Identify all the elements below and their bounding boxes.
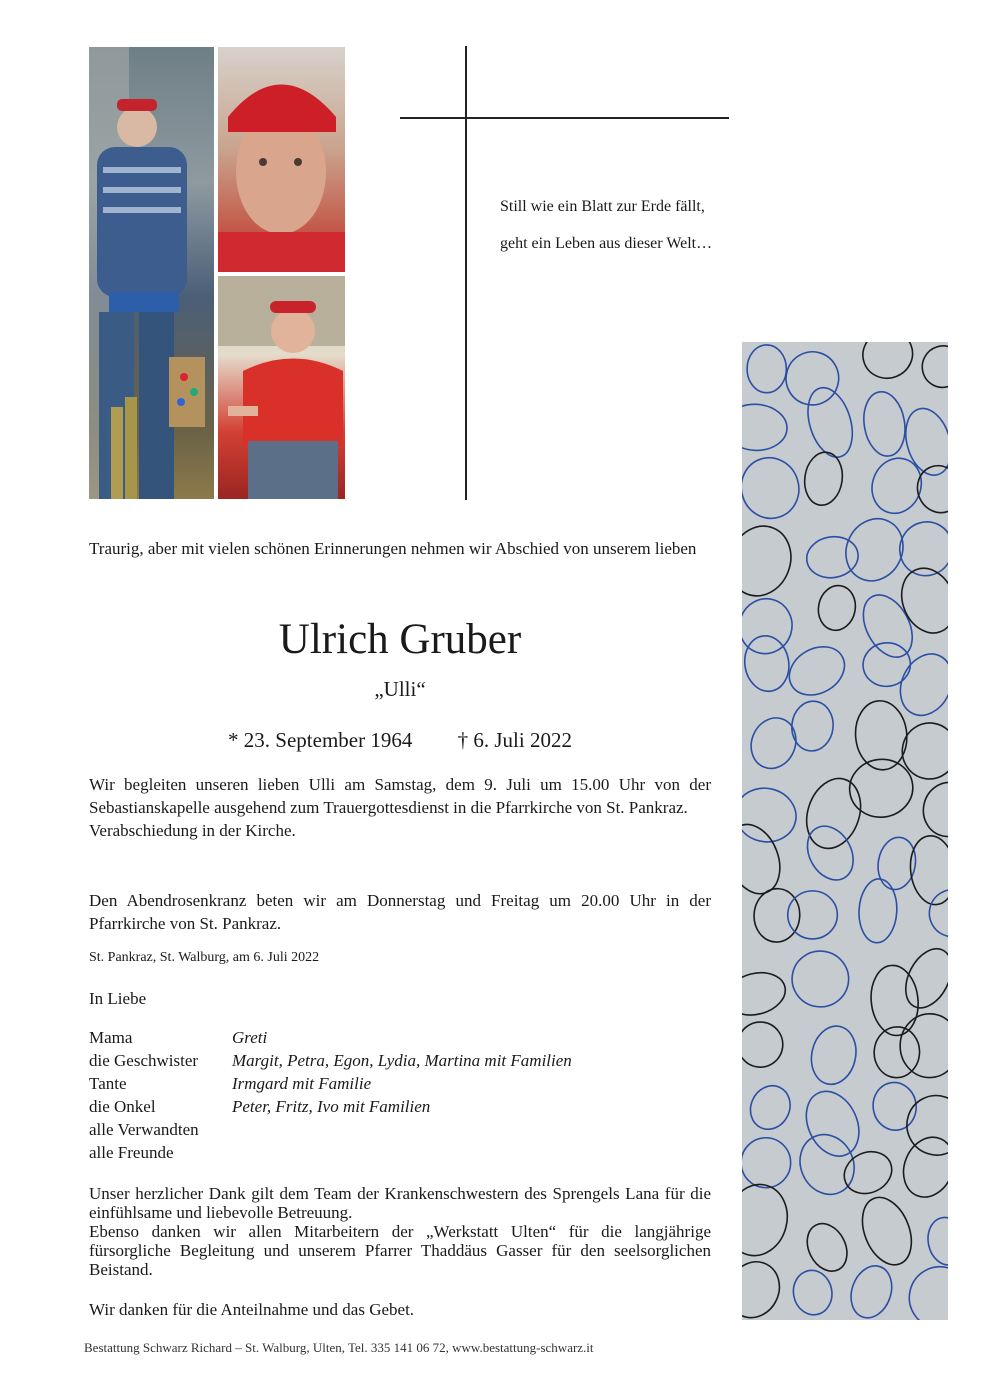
family-relation: die Onkel <box>89 1097 156 1116</box>
pattern-circle <box>853 1190 920 1272</box>
pattern-circle <box>895 1130 948 1205</box>
family-relation: die Geschwister <box>89 1051 199 1070</box>
birth-date: * 23. September 1964 <box>228 728 413 752</box>
family-names: Margit, Petra, Egon, Lydia, Martina mit Familien <box>232 1051 572 1070</box>
pattern-circle <box>790 1126 863 1204</box>
family-relation: Tante <box>89 1074 127 1093</box>
pattern-circle <box>742 403 788 452</box>
family-row <box>89 1095 711 1118</box>
photo-man-red-cap-portrait <box>218 47 345 272</box>
pattern-circle <box>898 403 948 480</box>
deceased-nickname: „Ulli“ <box>374 677 426 701</box>
quote-line-1: Still wie ein Blatt zur Erde fällt, <box>500 198 705 215</box>
family-relation: alle Verwandten <box>89 1120 199 1139</box>
pattern-circle <box>781 637 854 704</box>
pattern-circle <box>800 382 860 462</box>
family-relation: Mama <box>89 1028 133 1047</box>
thanks-paragraph-2: Ebenso danken wir allen Mitarbeitern der „Werkstatt Ulten“ für die langjährige fürsorgliche Begleitung und unserem Pfarrer Thaddäus Gasser für den seelsorglichen Beistand. <box>89 1222 711 1279</box>
pattern-circle <box>744 711 804 775</box>
thanks-paragraph-1: Unser herzlicher Dank gilt dem Team der Krankenschwestern des Sprengels Lana für die einfühlsame und liebevolle Betreuung. <box>89 1184 711 1222</box>
pattern-circle <box>790 1267 836 1318</box>
cross-vertical-line <box>465 46 467 500</box>
pattern-circle <box>837 1144 898 1201</box>
funeral-home-footer: Bestattung Schwarz Richard – St. Walburg, Ulten, Tel. 335 141 06 72, www.bestattung-schwarz.it <box>84 1340 594 1355</box>
pattern-circle <box>798 771 870 855</box>
family-names: Peter, Fritz, Ivo mit Familien <box>232 1097 431 1116</box>
pattern-circle <box>752 887 801 943</box>
pattern-circle <box>799 1217 854 1278</box>
pattern-circle <box>780 346 845 412</box>
pattern-circle <box>900 1013 948 1078</box>
deceased-name: Ulrich Gruber <box>278 616 522 663</box>
pattern-circle <box>897 1085 948 1165</box>
family-relation: alle Freunde <box>89 1143 174 1162</box>
pattern-circle <box>857 878 898 944</box>
funeral-text: Wir begleiten unseren lieben Ulli am Samstag, dem 9. Juli um 15.00 Uhr von der Sebastianskapelle ausgehend zum Trauergottesdienst in die Pfarrkirche von St. Pankraz. <box>89 775 711 817</box>
photo-man-blue-jacket <box>89 47 214 499</box>
closing-text: Wir danken für die Anteilnahme und das Gebet. <box>89 1300 415 1319</box>
pattern-circle <box>918 777 948 841</box>
pattern-circle <box>743 1079 797 1136</box>
pattern-circle <box>789 948 852 1010</box>
thanks-text <box>89 1184 711 1279</box>
pattern-circle <box>856 342 920 385</box>
pattern-circle <box>872 1025 921 1079</box>
cross-horizontal-line <box>400 117 729 119</box>
place-and-date: St. Pankraz, St. Walburg, am 6. Juli 2022 <box>89 950 320 965</box>
pattern-circle <box>742 1019 785 1069</box>
family-names: Greti <box>232 1028 268 1047</box>
death-date: † 6. Juli 2022 <box>457 728 572 752</box>
mourners-list <box>89 1026 711 1164</box>
in-love-label: In Liebe <box>89 989 147 1008</box>
family-row <box>89 1072 711 1095</box>
pattern-circle <box>835 509 913 591</box>
pattern-circle <box>742 1178 795 1263</box>
life-dates <box>89 727 711 753</box>
pattern-circle <box>861 640 913 688</box>
pattern-circle <box>844 1260 898 1320</box>
pattern-circle <box>806 1022 861 1089</box>
pattern-circle <box>815 582 860 633</box>
family-names: Irmgard mit Familie <box>232 1074 372 1093</box>
pattern-circle <box>915 342 948 395</box>
funeral-info <box>89 773 711 842</box>
farewell-text: Verabschiedung in der Kirche. <box>89 821 296 840</box>
family-row <box>89 1026 711 1049</box>
pattern-circle <box>742 1253 789 1320</box>
pattern-circle <box>804 533 861 581</box>
pattern-circle <box>853 587 922 666</box>
pattern-circle <box>924 1214 948 1268</box>
pattern-circle <box>921 881 948 945</box>
photo-man-red-shirt-sitting <box>218 276 345 499</box>
pattern-circle <box>742 517 801 605</box>
rosary-info: Den Abendrosenkranz beten wir am Donnerstag und Freitag um 20.00 Uhr in der Pfarrkirche von St. Pankraz. <box>89 891 711 933</box>
decorative-circle-pattern <box>742 342 948 1320</box>
pattern-circle <box>801 450 845 508</box>
pattern-circle <box>742 451 806 526</box>
pattern-circle <box>864 451 928 520</box>
family-row <box>89 1049 711 1072</box>
quote-line-2: geht ein Leben aus dieser Welt… <box>500 235 713 252</box>
pattern-circle <box>747 345 786 393</box>
intro-text: Traurig, aber mit vielen schönen Erinnerungen nehmen wir Abschied von unserem lieben <box>89 539 697 558</box>
pattern-circle <box>853 699 910 772</box>
pattern-circle <box>742 967 790 1021</box>
pattern-circle <box>742 783 801 848</box>
pattern-circle <box>742 592 799 660</box>
pattern-circle <box>742 633 793 695</box>
pattern-circle <box>903 1260 948 1320</box>
pattern-circle <box>870 1079 920 1133</box>
pattern-circle <box>742 1137 791 1188</box>
family-row <box>89 1118 711 1141</box>
pattern-circle <box>907 833 948 907</box>
pattern-circle <box>859 389 909 459</box>
memorial-quote <box>500 188 760 262</box>
pattern-circle <box>796 1083 869 1165</box>
pattern-circle <box>897 941 948 1015</box>
pattern-circle <box>788 891 838 939</box>
family-row <box>89 1141 711 1164</box>
